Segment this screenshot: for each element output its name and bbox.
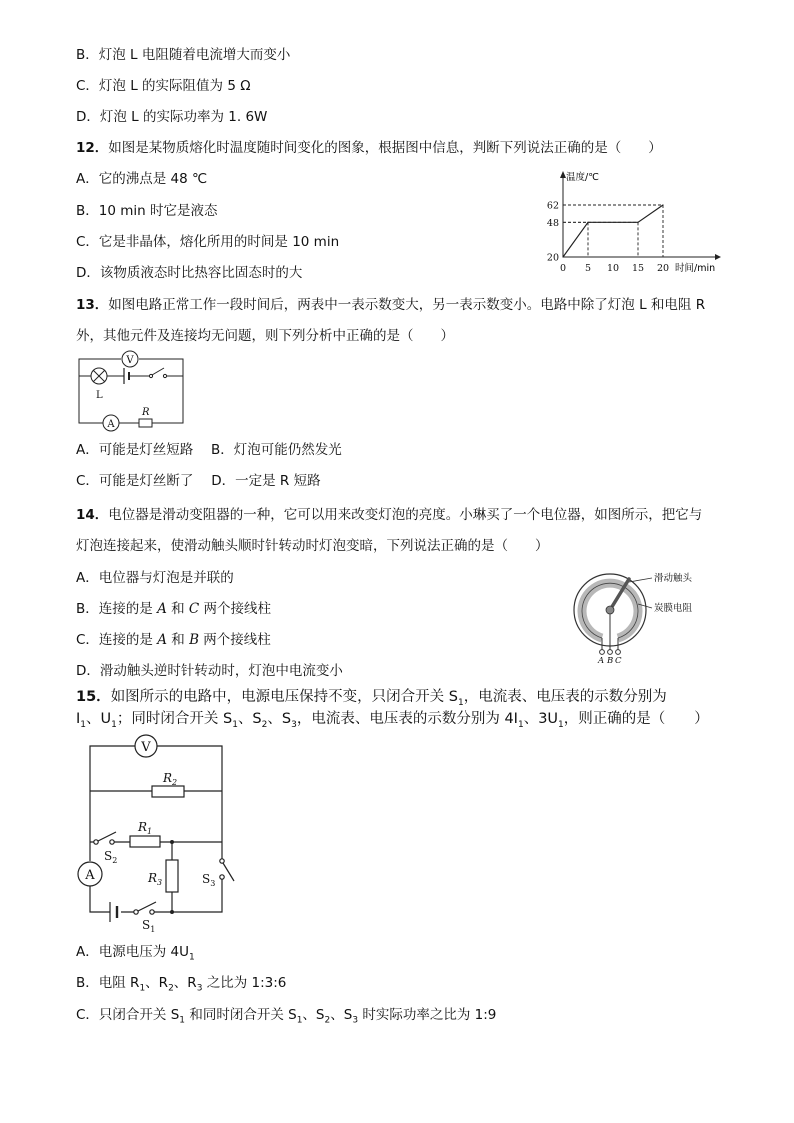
q13-number: 13． [76, 297, 109, 313]
q13-circuit-diagram [72, 348, 192, 433]
q14-option-b: B．连接的是 A 和 C 两个接线柱 [76, 601, 272, 617]
q15-stem-line1: 15．如图所示的电路中，电源电压保持不变，只闭合开关 $S_1$，电流表、电压表的示数分别为 [76, 689, 667, 708]
resistor-label: R [142, 407, 150, 418]
y-tick-label: 20 [546, 252, 559, 264]
wire-main [79, 376, 149, 391]
resistor [139, 419, 152, 427]
data-point [637, 222, 638, 223]
data-point [587, 222, 588, 223]
switch-s2 [94, 832, 116, 844]
q15-option-b: B．电阻 $R_1$、$R_2$、$R_3$ 之比为 1:3:6 [76, 975, 287, 994]
chart-ticks [547, 201, 669, 275]
x-axis-label: 时间/min [675, 263, 716, 274]
q12-option-b: B．10 min 时它是液态 [76, 203, 218, 219]
q14-option-a: A．电位器与灯泡是并联的 [76, 570, 234, 586]
switch-s3 [220, 859, 234, 881]
svg-text:R2: $R_2$ [163, 771, 178, 787]
svg-text:A: A [107, 419, 115, 430]
terminal-c-label: C [615, 656, 622, 664]
resistor-r3 [147, 860, 178, 892]
q15-circuit-diagram [72, 732, 242, 932]
switch-s1 [134, 902, 156, 914]
q15-stem-line2: $I_1$、$U_1$；同时闭合开关 $S_1$、$S_2$、$S_3$，电流表、电压表的示数分别为 $4I_1$、$3U_1$，则正确的是（ ） [76, 711, 709, 730]
ammeter [78, 862, 102, 886]
svg-text:V: V [126, 355, 134, 366]
voltmeter [122, 351, 138, 367]
y-axis-label: 温度/℃ [566, 172, 599, 183]
q15-number: 15． [76, 689, 111, 705]
chart-axes [560, 171, 721, 260]
q12-stem [76, 139, 662, 157]
terminal-a-label: A [598, 656, 605, 664]
q15-option-a: A．电源电压为 $4U_1$ [76, 944, 195, 963]
x-tick-label: 0 [559, 263, 567, 274]
junction [170, 840, 174, 844]
lamp-label: L [96, 390, 103, 401]
q11-option-d: D．灯泡 L 的实际功率为 1. 6W [76, 109, 268, 125]
y-tick-label: 48 [546, 217, 559, 229]
q14-number: 14． [76, 507, 109, 523]
junction [170, 910, 174, 914]
q12-option-d: D．该物质液态时比热容比固态时的大 [76, 265, 303, 281]
switch-icon [149, 368, 166, 378]
q14-stem-line2: 灯泡连接起来，使滑动触头顺时针转动时灯泡变暗，下列说法正确的是（ ） [76, 538, 549, 554]
battery-icon [124, 368, 129, 384]
q13-options-ab: A．可能是灯丝短路 B．灯泡可能仍然发光 [76, 442, 342, 458]
svg-text:A: A [85, 868, 95, 883]
svg-text:R3: $R_3$ [148, 871, 163, 887]
wire-main-right [166, 376, 183, 391]
x-tick-label: 15 [631, 263, 645, 274]
q15-option-c: C．只闭合开关 $S_1$ 和同时闭合开关 $S_1$、$S_2$、$S_3$ 时实际功率之比为 1:9 [76, 1007, 497, 1026]
data-point [662, 204, 663, 205]
q13-stem-text1: 如图电路正常工作一段时间后，两表中一表示数变大，另一表示数变小。电路中除了灯泡 L 和电阻 R [108, 297, 706, 313]
s1-label: $S_1$ [142, 918, 156, 932]
svg-text:V: V [141, 740, 151, 755]
q13-options-cd: C．可能是灯丝断了 D．一定是 R 短路 [76, 473, 321, 489]
s2-label: $S_2$ [104, 849, 118, 865]
q14-option-c: C．连接的是 A 和 B 两个接线柱 [76, 632, 271, 648]
carbon-film-label: 炭膜电阻 [654, 603, 693, 614]
slider-label: 滑动触头 [654, 573, 693, 584]
q12-option-c: C．它是非晶体，熔化所用的时间是 10 min [76, 234, 340, 250]
q12-stem-text: 如图是某物质熔化时温度随时间变化的图象，根据图中信息，判断下列说法正确的是（ ） [108, 140, 662, 156]
svg-text:R1: $R_1$ [138, 820, 153, 836]
wire-voltmeter [90, 746, 222, 791]
q12-number: 12． [76, 140, 109, 156]
y-tick-label: 62 [546, 200, 559, 212]
potentiometer-diagram [572, 572, 742, 664]
terminals [600, 650, 621, 655]
terminal-b-label: B [607, 656, 614, 664]
voltmeter [135, 735, 157, 757]
x-axis-arrow [715, 254, 721, 260]
resistor-r2 [152, 771, 184, 797]
ammeter [103, 415, 119, 431]
x-tick-label: 10 [606, 263, 620, 274]
series-line-0 [563, 205, 663, 257]
x-tick-label: 5 [584, 263, 592, 274]
q12-option-a: A．它的沸点是 48 ℃ [76, 171, 208, 187]
temperature-time-chart [535, 165, 735, 280]
battery-icon [110, 902, 117, 922]
q11-option-c: C．灯泡 L 的实际阻值为 5 Ω [76, 78, 251, 94]
data-point [562, 256, 563, 257]
q14-stem-text1: 电位器是滑动变阻器的一种，它可以用来改变灯泡的亮度。小琳买了一个电位器，如图所示，把它与 [108, 507, 703, 523]
wire-outer-right [152, 391, 183, 423]
q11-option-b: B．灯泡 L 电阻随着电流增大而变小 [76, 47, 291, 63]
lamp-icon [91, 368, 107, 384]
q13-stem-line1 [76, 296, 705, 314]
q13-stem-line2: 外，其他元件及连接均无问题，则下列分析中正确的是（ ） [76, 328, 454, 344]
s3-label: $S_3$ [202, 872, 216, 888]
resistor-r1 [130, 820, 160, 847]
x-tick-label: 20 [656, 263, 670, 274]
q14-option-d: D．滑动触头逆时针转动时，灯泡中电流变小 [76, 663, 343, 679]
chart-series [562, 204, 663, 257]
chart-guides [563, 205, 663, 257]
q14-stem-line1 [76, 506, 702, 524]
